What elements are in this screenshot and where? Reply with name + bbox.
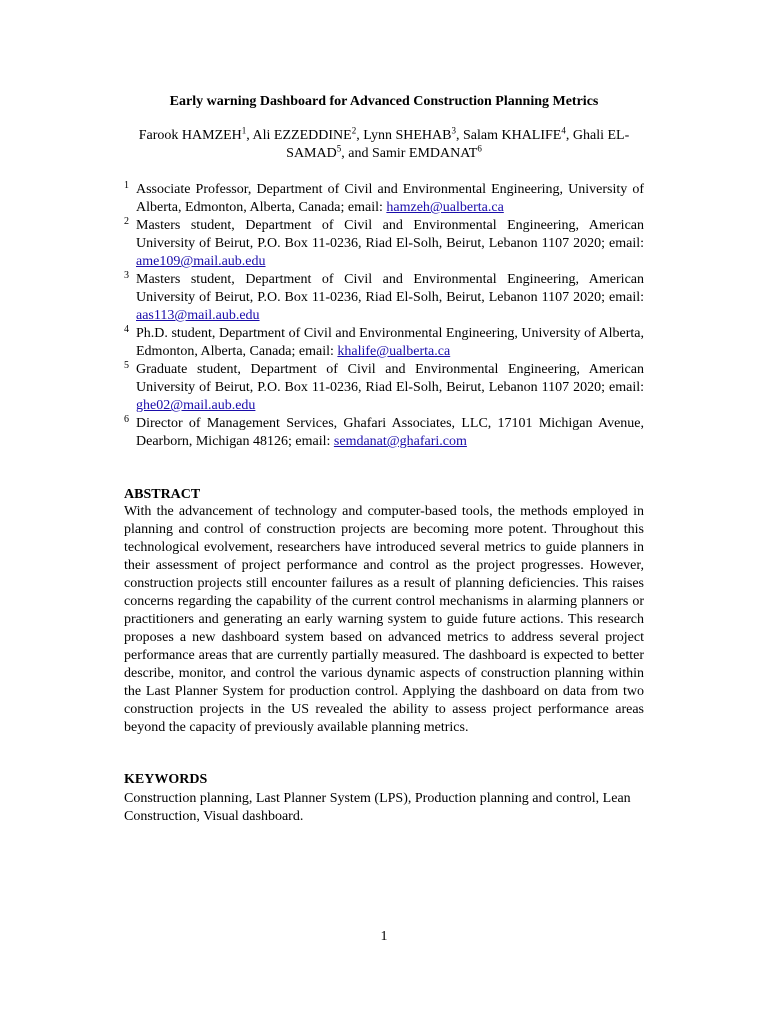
affiliation-number: 5 [124, 360, 129, 371]
keywords-body: Construction planning, Last Planner System (LPS), Production planning and control, Lean Construction, Visual dashboard. [124, 791, 631, 824]
author: Lynn SHEHAB$^3$, [363, 125, 463, 143]
abstract-heading: ABSTRACT [124, 487, 201, 502]
affiliation-text: Director of Management Services, Ghafari Associates, LLC, 17101 Michigan Avenue, Dearborn, Michigan 48126; email: [136, 416, 644, 449]
affiliation-number: 4 [124, 324, 129, 335]
email-link[interactable]: hamzeh@ualberta.ca [386, 200, 504, 215]
abstract-body: With the advancement of technology and computer-based tools, the methods employed in planning and control of construction projects are becoming more potent. Throughout this technological evolvement, researchers have introduced several metrics to guide planners in their assessment of project performance and control as the project progresses. However, construction projects still encounter failures as a result of planning deficiencies. This raises concerns regarding the capability of the current control mechanisms in alarming planners or practitioners and generating an early warning system to guide future actions. This research proposes a new dashboard system based on advanced metrics to address several project performance areas that are currently partially measured. The dashboard is expected to better describe, monitor, and control the various dynamic aspects of construction planning within the Last Planner System for production control. Applying the dashboard on data from two construction projects in the US revealed the ability to assess project performance areas beyond the capacity of previously available planning metrics. [124, 504, 644, 735]
affiliation-number: 6 [124, 414, 129, 425]
affiliation-3 [124, 271, 644, 325]
author: Ali EZZEDDINE$^2$, [252, 125, 364, 143]
affiliation-number: 3 [124, 270, 129, 281]
email-link[interactable]: khalife@ualberta.ca [337, 344, 451, 359]
affiliation-number: 1 [124, 180, 129, 191]
affiliation-2 [124, 217, 644, 271]
affiliation-6 [124, 415, 644, 451]
email-link[interactable]: ame109@mail.aub.edu [136, 254, 266, 269]
affiliation-text: Masters student, Department of Civil and Environmental Engineering, American University of Beirut, P.O. Box 11-0236, Riad El-Solh, Beirut, Lebanon 1107 2020; email: [136, 218, 644, 251]
author: Ghali EL-SAMAD$^5$, and [286, 128, 630, 161]
affiliation-1 [124, 181, 644, 217]
author: Samir EMDANAT$^6$ [371, 143, 482, 161]
affiliation-text: Associate Professor, Department of Civil and Environmental Engineering, University of Alberta, Edmonton, Alberta, Canada; email: [136, 182, 644, 215]
affiliation-4 [124, 325, 644, 361]
author: Farook HAMZEH$^1$, [138, 125, 253, 143]
email-link[interactable]: aas113@mail.aub.edu [136, 308, 260, 323]
affiliation-text: Masters student, Department of Civil and Environmental Engineering, American University of Beirut, P.O. Box 11-0236, Riad El-Solh, Beirut, Lebanon 1107 2020; email: [136, 272, 644, 305]
author-list [124, 127, 644, 163]
affiliation-text: Graduate student, Department of Civil and Environmental Engineering, American University of Beirut, P.O. Box 11-0236, Riad El-Solh, Beirut, Lebanon 1107 2020; email: [136, 362, 644, 395]
author: Salam KHALIFE$^4$, [462, 125, 573, 143]
affiliation-5 [124, 361, 644, 415]
email-link[interactable]: ghe02@mail.aub.edu [136, 398, 256, 413]
email-link[interactable]: semdanat@ghafari.com [333, 434, 467, 449]
paper-title: Early warning Dashboard for Advanced Construction Planning Metrics [169, 94, 599, 109]
keywords-heading: KEYWORDS [124, 772, 208, 787]
affiliation-list [124, 181, 644, 451]
affiliation-number: 2 [124, 216, 129, 227]
page-number: 1 [380, 929, 388, 944]
affiliation-text: Ph.D. student, Department of Civil and Environmental Engineering, University of Alberta, Edmonton, Alberta, Canada; email: [136, 326, 644, 359]
